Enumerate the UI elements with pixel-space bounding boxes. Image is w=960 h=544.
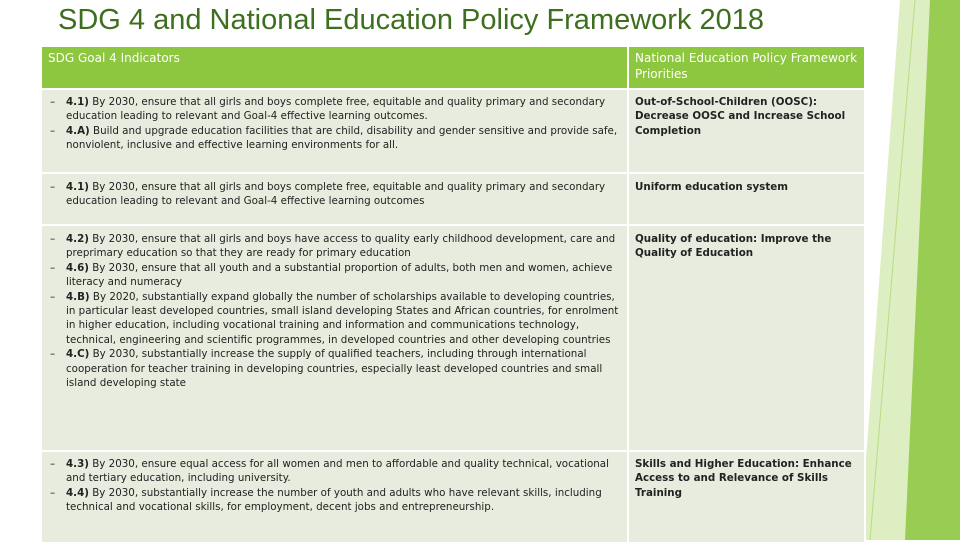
indicator-item [48, 486, 621, 515]
indicator-text: By 2030, ensure that all girls and boys have access to quality early childhood development, care and preprimary education so that they are ready for primary education [66, 233, 616, 260]
table-header-row [41, 46, 865, 89]
table-row [41, 89, 865, 173]
header-policy-priorities: National Education Policy Framework Priorities [628, 46, 865, 89]
indicators-cell [41, 225, 628, 451]
indicator-list [48, 95, 621, 153]
indicator-text: By 2030, ensure that all girls and boys complete free, equitable and quality primary and secondary education leading to relevant and Goal-4 effective learning outcomes [66, 181, 606, 208]
priority-cell: Out-of-School-Children (OOSC): Decrease OOSC and Increase School Completion [628, 89, 865, 173]
priority-cell: Quality of education: Improve the Quality of Education [628, 225, 865, 451]
indicator-code: 4.2) [66, 233, 89, 245]
sdg-policy-table [40, 45, 866, 544]
indicator-item [48, 290, 621, 348]
indicator-list [48, 232, 621, 390]
priority-cell: Uniform education system [628, 173, 865, 225]
indicators-cell [41, 89, 628, 173]
priority-cell: Skills and Higher Education: Enhance Access to and Relevance of Skills Training [628, 451, 865, 543]
indicator-text: By 2030, ensure equal access for all women and men to affordable and quality technical, vocational and tertiary education, including university. [66, 458, 609, 485]
indicator-code: 4.B) [66, 290, 90, 303]
slide-title: SDG 4 and National Education Policy Framework 2018 [58, 4, 765, 36]
indicator-code: 4.1) [66, 181, 89, 193]
indicator-text: By 2030, substantially increase the supply of qualified teachers, including through international cooperation for teacher training in developing countries, especially least developed countries and small island developing state [66, 348, 603, 390]
indicators-cell [41, 451, 628, 543]
indicator-item [48, 95, 621, 124]
indicator-text: By 2030, ensure that all youth and a substantial proportion of adults, both men and women, achieve literacy and numeracy [66, 261, 613, 289]
indicator-item [48, 180, 621, 209]
indicator-item [48, 347, 621, 390]
indicator-code: 4.3) [66, 458, 89, 470]
indicator-text: By 2030, substantially increase the number of youth and adults who have relevant skills, including technical and vocational skills, for employment, decent jobs and entrepreneurship. [66, 486, 602, 514]
indicator-code: 4.4) [66, 486, 89, 499]
indicator-item [48, 124, 621, 153]
indicator-text: By 2030, ensure that all girls and boys complete free, equitable and quality primary and secondary education leading to relevant and Goal-4 effective learning outcomes. [66, 96, 606, 123]
indicator-item [48, 261, 621, 290]
indicator-code: 4.6) [66, 261, 89, 274]
header-sdg-indicators: SDG Goal 4 Indicators [41, 46, 628, 89]
table-row [41, 225, 865, 451]
indicators-cell [41, 173, 628, 225]
table-row [41, 451, 865, 543]
indicator-text: By 2020, substantially expand globally the number of scholarships available to developing countries, in particular least developed countries, small island developing States and African countries, for enrolment in higher education, including vocational training and information and communications technology, technical, engineering and scientific programmes, in developed countries and other developing countries [66, 290, 619, 346]
indicator-code: 4.A) [66, 124, 90, 137]
indicator-item [48, 457, 621, 486]
indicator-code: 4.C) [66, 348, 90, 361]
indicator-list [48, 457, 621, 515]
indicator-item [48, 232, 621, 261]
indicator-list [48, 180, 621, 209]
indicator-text: Build and upgrade education facilities that are child, disability and gender sensitive and provide safe, nonviolent, inclusive and effective learning environments for all. [66, 124, 618, 152]
table-row [41, 173, 865, 225]
indicator-code: 4.1) [66, 96, 89, 108]
